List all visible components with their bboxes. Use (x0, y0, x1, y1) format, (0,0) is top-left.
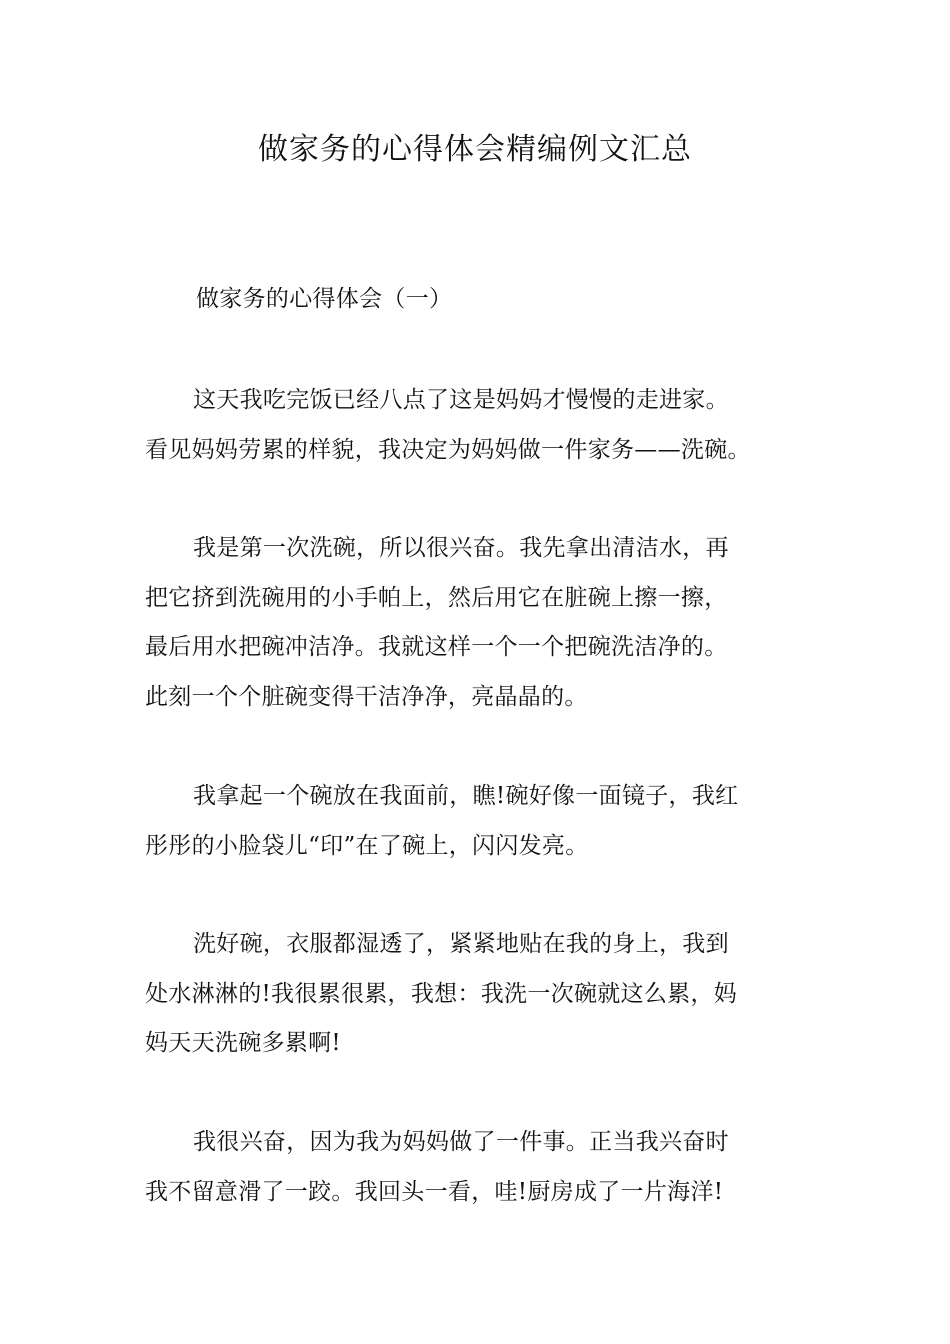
paragraph-line: 我不留意滑了一跤。我回头一看，哇!厨房成了一片海洋! (145, 1178, 724, 1205)
paragraph-line: 这天我吃完饭已经八点了这是妈妈才慢慢的走进家。 (193, 387, 729, 413)
paragraph-line: 处水淋淋的!我很累很累，我想：我洗一次碗就这么累，妈 (145, 980, 738, 1007)
paragraph-4 (145, 920, 807, 1069)
paragraph-line: 我是第一次洗碗，所以很兴奋。我先拿出清洁水，再 (193, 535, 729, 561)
paragraph-2 (145, 524, 807, 722)
paragraph-line: 彤彤的小脸袋儿“印”在了碗上，闪闪发亮。 (145, 832, 589, 859)
paragraph-line: 看见妈妈劳累的样貌，我决定为妈妈做一件家务——洗碗。 (145, 436, 751, 463)
paragraph-1 (145, 376, 807, 475)
section-heading: 做家务的心得体会（一） (196, 286, 453, 312)
paragraph-line: 妈天天洗碗多累啊! (145, 1030, 341, 1056)
paragraph-3 (145, 772, 807, 871)
paragraph-line: 此刻一个个脏碗变得干洁净净，亮晶晶的。 (145, 683, 588, 710)
document-title: 做家务的心得体会精编例文汇总 (258, 132, 692, 167)
paragraph-line: 我拿起一个碗放在我面前，瞧!碗好像一面镜子，我红 (193, 783, 739, 809)
paragraph-line: 我很兴奋，因为我为妈妈做了一件事。正当我兴奋时 (193, 1129, 729, 1155)
paragraph-line: 最后用水把碗冲洁净。我就这样一个一个把碗洗洁净的。 (145, 634, 728, 660)
paragraph-5 (145, 1118, 807, 1217)
paragraph-line: 洗好碗，衣服都湿透了，紧紧地贴在我的身上，我到 (193, 931, 729, 957)
paragraph-line: 把它挤到洗碗用的小手帕上，然后用它在脏碗上擦一擦， (145, 584, 728, 611)
